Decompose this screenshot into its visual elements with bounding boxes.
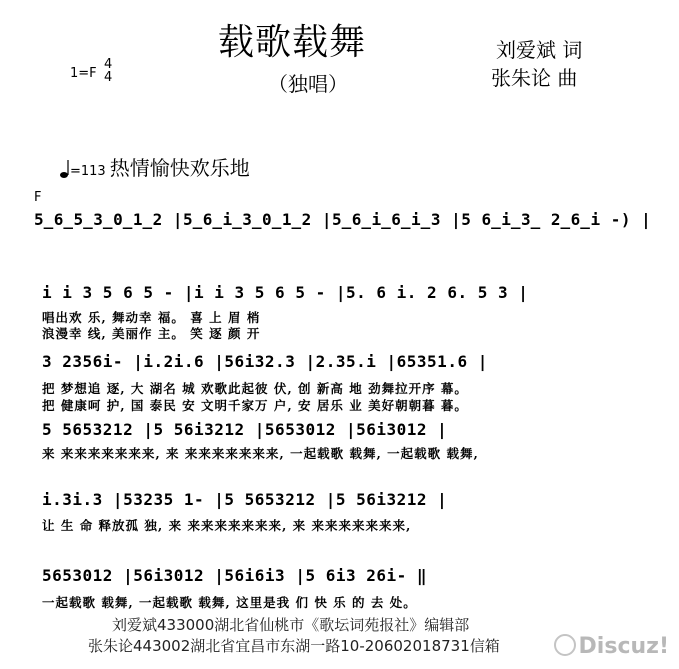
lyric-line-2a: 把 梦想追 逐, 大 湖名 城 欢歌此起彼 伏, 创 新高 地 劲舞拉开序 幕。 [42,381,468,396]
lyric-line-1a: 唱出欢 乐, 舞动幸 福。 喜 上 眉 梢 [42,310,261,325]
tempo-value: =113 [70,164,106,179]
watermark-text: Discuz! [578,634,669,659]
score-line-5: i.3i.3 |53235 1- |5 5653212 |5 56i3212 | [42,490,448,509]
lyric-line-2b: 把 健康呵 护, 国 泰民 安 文明千家万 户, 安 居乐 业 美好朝朝暮 暮。 [42,398,468,413]
discuz-watermark [554,634,669,659]
score-line-6: 5653012 |56i3012 |56i6i3 |5 6i3 26i- ‖ [42,566,428,585]
lyric-line-4: 让 生 命 释放孤 独, 来 来来来来来来来, 来 来来来来来来来, [42,518,412,533]
lyric-line-3: 来 来来来来来来来, 来 来来来来来来来, 一起载歌 载舞, 一起载歌 载舞, [42,446,479,461]
quarter-note-icon [60,159,70,179]
lyricist-credit: 刘爱斌 词 [496,38,583,62]
song-subtitle: （独唱） [268,72,348,96]
score-line-1: 5̲6̲5̲3̲0̲1̲2 |5̲6̲i̲3̲0̲1̲2 |5̲6̲i̲6̲i̲3 |5 6̲i̲3̲ 2̲6̲i -) | [34,210,652,229]
song-title: 载歌载舞 [218,22,367,63]
score-line-2: i i 3 5 6 5 - |i i 3 5 6 5 - |5. 6 i. 2 6. 5 3 | [42,283,529,302]
time-signature [104,58,112,84]
score-line-4: 5 5653212 |5 56i3212 |5653012 |56i3012 | [42,420,448,439]
tempo-expression: 热情愉快欢乐地 [109,156,250,180]
key-signature: 1=F [70,66,97,81]
time-signature-bottom: 4 [104,70,113,85]
lyric-line-1b: 浪漫幸 线, 美丽作 主。 笑 逐 颜 开 [42,326,261,341]
footer-composer-address: 张朱论443002湖北省宜昌市东湖一路10-20602018731信箱 [88,637,500,655]
discuz-logo-icon [554,634,576,656]
voice-mark: F [34,190,42,205]
lyric-line-5: 一起载歌 载舞, 一起载歌 载舞, 这里是我 们 快 乐 的 去 处。 [42,595,417,610]
time-signature-top: 4 [104,57,113,72]
composer-credit: 张朱论 曲 [491,66,578,90]
footer-lyricist-address: 刘爱斌433000湖北省仙桃市《歌坛词苑报社》编辑部 [112,616,470,634]
score-line-3: 3 2356i- |i.2i.6 |56i32.3 |2.35.i |65351.6 | [42,352,488,371]
tempo-marking [60,152,250,181]
